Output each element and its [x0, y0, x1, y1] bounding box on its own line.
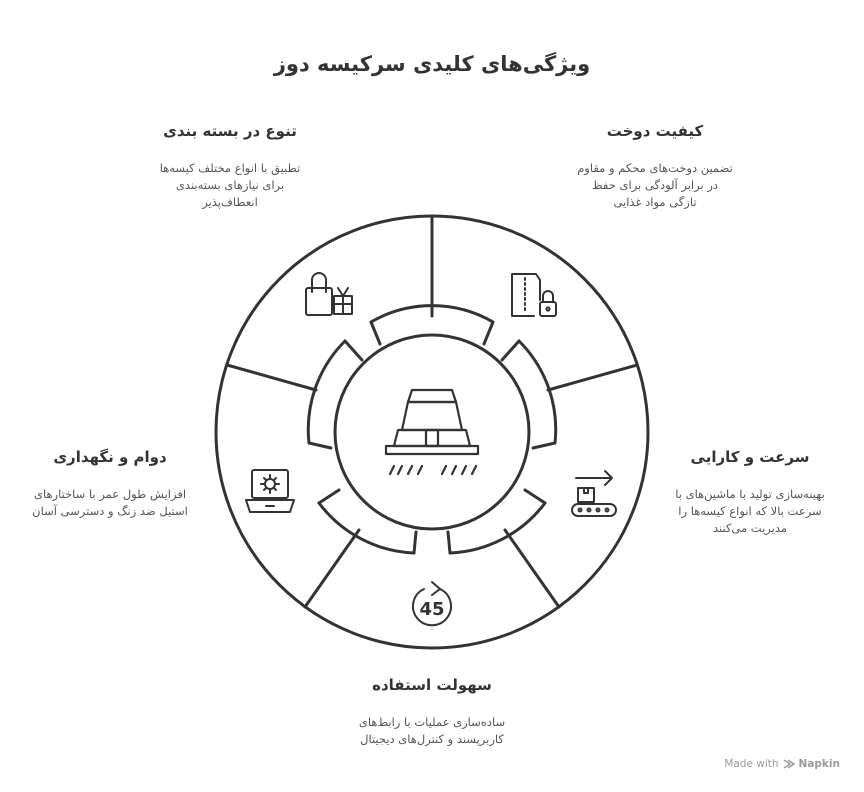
- band-arc-right: [519, 341, 556, 443]
- band-arc-top-caps: [371, 322, 493, 344]
- center-circle: [335, 335, 529, 529]
- quality-desc-line: در برابر آلودگی برای حفظ: [592, 178, 718, 192]
- band-arc-left: [308, 341, 345, 443]
- page-title: ویژگی‌های کلیدی سرکیسه دوز: [273, 52, 591, 76]
- spoke-lower-right: [505, 530, 559, 607]
- quality-desc-line: تضمین دوخت‌های محکم و مقاوم: [577, 161, 733, 175]
- durability-title: دوام و نگهداری: [53, 448, 167, 466]
- speed-desc-line: سرعت بالا که انواع کیسه‌ها را: [678, 504, 822, 518]
- ease-desc-line: کاربرپسند و کنترل‌های دیجیتال: [360, 732, 504, 746]
- packaging-desc-line: تطبیق با انواع مختلف کیسه‌ها: [159, 161, 301, 175]
- speed-desc-line: بهینه‌سازی تولید با ماشین‌های با: [675, 487, 825, 501]
- napkin-brand: Napkin: [798, 758, 840, 770]
- napkin-logo-icon: [783, 758, 795, 770]
- speed-desc-line: مدیریت می‌کنند: [712, 521, 788, 535]
- spoke-upper-right: [548, 365, 637, 390]
- spoke-lower-left: [305, 530, 359, 607]
- made-with-text: Made with: [724, 758, 779, 770]
- band-arc-bottom-left: [319, 503, 414, 553]
- made-with-footer: [724, 758, 840, 770]
- sewing-machine-icon: [386, 390, 478, 474]
- zipper-bag-lock-icon: [512, 274, 556, 316]
- shopping-bag-gift-icon: [306, 273, 352, 315]
- timer-45-label: 45: [419, 599, 445, 620]
- durability-desc-line: افزایش طول عمر با ساختارهای: [33, 487, 187, 501]
- conveyor-belt-icon: [572, 471, 616, 516]
- packaging-desc-line: انعطاف‌پذیر: [202, 195, 258, 209]
- durability-desc-line: استیل ضد زنگ و دسترسی آسان: [32, 504, 188, 518]
- quality-title: کیفیت دوخت: [606, 122, 704, 140]
- band-arc-bottom-right: [450, 503, 545, 553]
- packaging-desc-line: برای نیازهای بسته‌بندی: [175, 178, 285, 192]
- packaging-title: تنوع در بسته بندی: [163, 122, 297, 140]
- quality-desc-line: تازگی مواد غذایی: [613, 195, 697, 209]
- speed-title: سرعت و کارایی: [690, 448, 810, 466]
- spoke-upper-left: [227, 365, 316, 390]
- ease-title: سهولت استفاده: [372, 676, 492, 694]
- laptop-gear-icon: [246, 470, 294, 512]
- ease-desc-line: ساده‌سازی عملیات با رابط‌های: [358, 715, 506, 729]
